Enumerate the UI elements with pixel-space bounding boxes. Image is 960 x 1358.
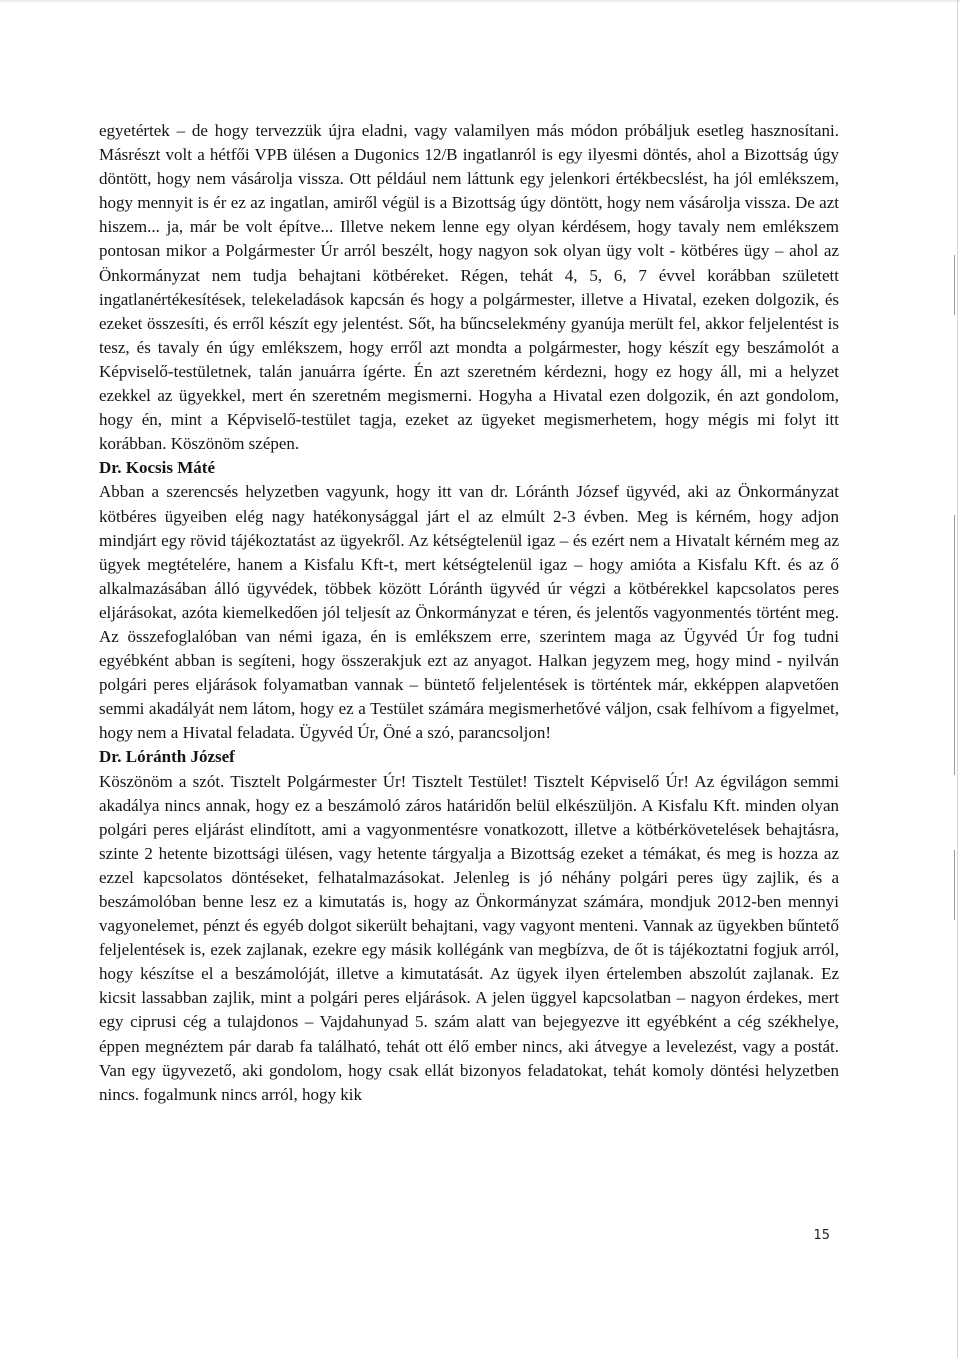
scan-right-edge xyxy=(957,0,958,1358)
speaker-heading-kocsis: Dr. Kocsis Máté xyxy=(99,458,215,478)
scan-margin-mark xyxy=(954,255,955,315)
page-number: 15 xyxy=(813,1228,830,1243)
document-body xyxy=(99,119,839,1107)
scan-margin-mark xyxy=(954,850,955,920)
scan-top-edge xyxy=(0,0,960,3)
paragraph-kocsis: Abban a szerencsés helyzetben vagyunk, hogy itt van dr. Lóránth József ügyvéd, aki az Önkormányzat kötbéres ügyeiben elég nagy hatékonysággal járt el az elmúlt 2-3 évben. Meg is kérném, hogy adjon mindjárt egy rövid tájékoztatást az ügyekről. Az kétségtelenül igaz – és ezért nem a Hivatalt kérném meg az ügyek megtételére, hanem a Kisfalu Kft-t, mert kétségtelenül igaz – hogy amióta a Kisfalu Kft. és az ő alkalmazásában álló ügyvédek, többek között Lóránth ügyvéd úr végzi a kötbérekkel kapcsolatos peres eljárásokat, azóta kiemelkedően jól teljesít az Önkormányzat e téren, és jelentős vagyonmentés történt meg. Az összefoglalóban van némi igaza, én is emlékszem erre, szerintem maga az Ügyvéd Úr fog tudni egyébként abban is segíteni, hogy összerakjuk ezt az anyagot. Halkan jegyzem meg, hogy mind - nyilván polgári peres eljárások folyamatban vannak – büntető feljelentések is történtek már, ekképpen alapvetően semmi akadályát nem látom, hogy ez a Testület számára megismerhetővé váljon, csak felhívom a figyelmet, hogy nem a Hivatal feladata. Ügyvéd Úr, Öné a szó, parancsoljon! xyxy=(99,482,839,743)
scan-margin-mark xyxy=(954,515,955,775)
speaker-heading-loranth: Dr. Lóránth József xyxy=(99,747,235,767)
paragraph-opening: egyetértek – de hogy tervezzük újra eladni, vagy valamilyen más módon próbáljuk esetleg hasznosítani. Másrészt volt a hétfői VPB ülésen a Dugonics 12/B ingatlanról is egy ilyesmi döntés, ahol a Bizottság úgy döntött, hogy nem vásárolja vissza. Ott például nem láttunk egy jelenkori értékbecslést, ha jól emlékszem, hogy mennyit is ér ez az ingatlan, amiről végül is a Bizottság úgy döntött, hogy nem vásárolja vissza. De azt hiszem... ja, már be volt építve... Illetve nekem lenne egy olyan kérdésem, hogy tavaly nem emlékszem pontosan mikor a Polgármester Úr arról beszélt, hogy nagyon sok olyan ügy volt - kötbéres ügy – ahol az Önkormányzat nem tudja behajtani kötbéreket. Régen, tehát 4, 5, 6, 7 évvel korábban született ingatlanértékesítések, telekeladások kapcsán és hogy a polgármester, illetve a Hivatal, ezeken dolgozik, és ezeket összesíti, és erről készít egy jelentést. Sőt, ha bűncselekmény gyanúja merült fel, akkor feljelentést is tesz, és tavaly én úgy emlékszem, hogy erről azt mondta a polgármester, hogy készít egy beszámolót a Képviselő-testületnek, talán januárra ígérte. Én azt szeretném kérdezni, hogy ez hogy áll, mi a helyzet ezekkel az ügyekkel, mert én szeretném megismerni. Hogyha a Hivatal ezen dolgozik, én azt gondolom, hogy én, mint a Képviselő-testület tagja, ezeket az ügyeket megismerhetem, hogy mégis mi folyt itt korábban. Köszönöm szépen. xyxy=(99,121,839,454)
paragraph-loranth: Köszönöm a szót. Tisztelt Polgármester Úr! Tisztelt Testület! Tisztelt Képviselő Úr! Az égvilágon semmi akadálya nincs annak, hogy ez a beszámoló záros határidőn belül elkészüljön. A Kisfalu Kft. minden olyan polgári peres eljárást elindított, ami a vagyonmentésre vonatkozott, illetve a kötbérkövetelések behajtásra, szinte 2 hetente bizottsági ülésen, vagy hetente tárgyalja a Bizottság ezeket a témákat, és meg is hozza az ezzel kapcsolatos döntéseket, felhatalmazásokat. Jelenleg is jó néhány polgári peres ügy zajlik, és a beszámolóban benne lesz ez a kimutatás is, hogy az Önkormányzat számára, mondjuk 2012-ben mennyi vagyonelemet, pénzt és egyéb dolgot sikerült behajtani, vagy vagyont menteni. Vannak az ügyekben bűntető feljelentések is, ezek zajlanak, ezekre egy másik kollégánk van megbízva, de őt is tájékoztatni fogjuk arról, hogy készítse el a beszámolóját, illetve a kimutatását. Az ügyek ilyen értelemben abszolút zajlanak. Ez kicsit lassabban zajlik, mint a polgári peres eljárások. A jelen üggyel kapcsolatban – nagyon érdekes, mert egy ciprusi cég a tulajdonos – Vajdahunyad 5. szám alatt van bejegyezve itt egyébként a cég székhelye, éppen megnéztem pár darab fa található, tehát ott élő ember nincs, aki átvegye a levelezést, vagy a postát. Van egy ügyvezető, aki gondolom, hogy csak ellát bizonyos feladatokat, tehát komoly döntési helyzetben nincs. fogalmunk nincs arról, hogy kik xyxy=(99,771,839,1104)
